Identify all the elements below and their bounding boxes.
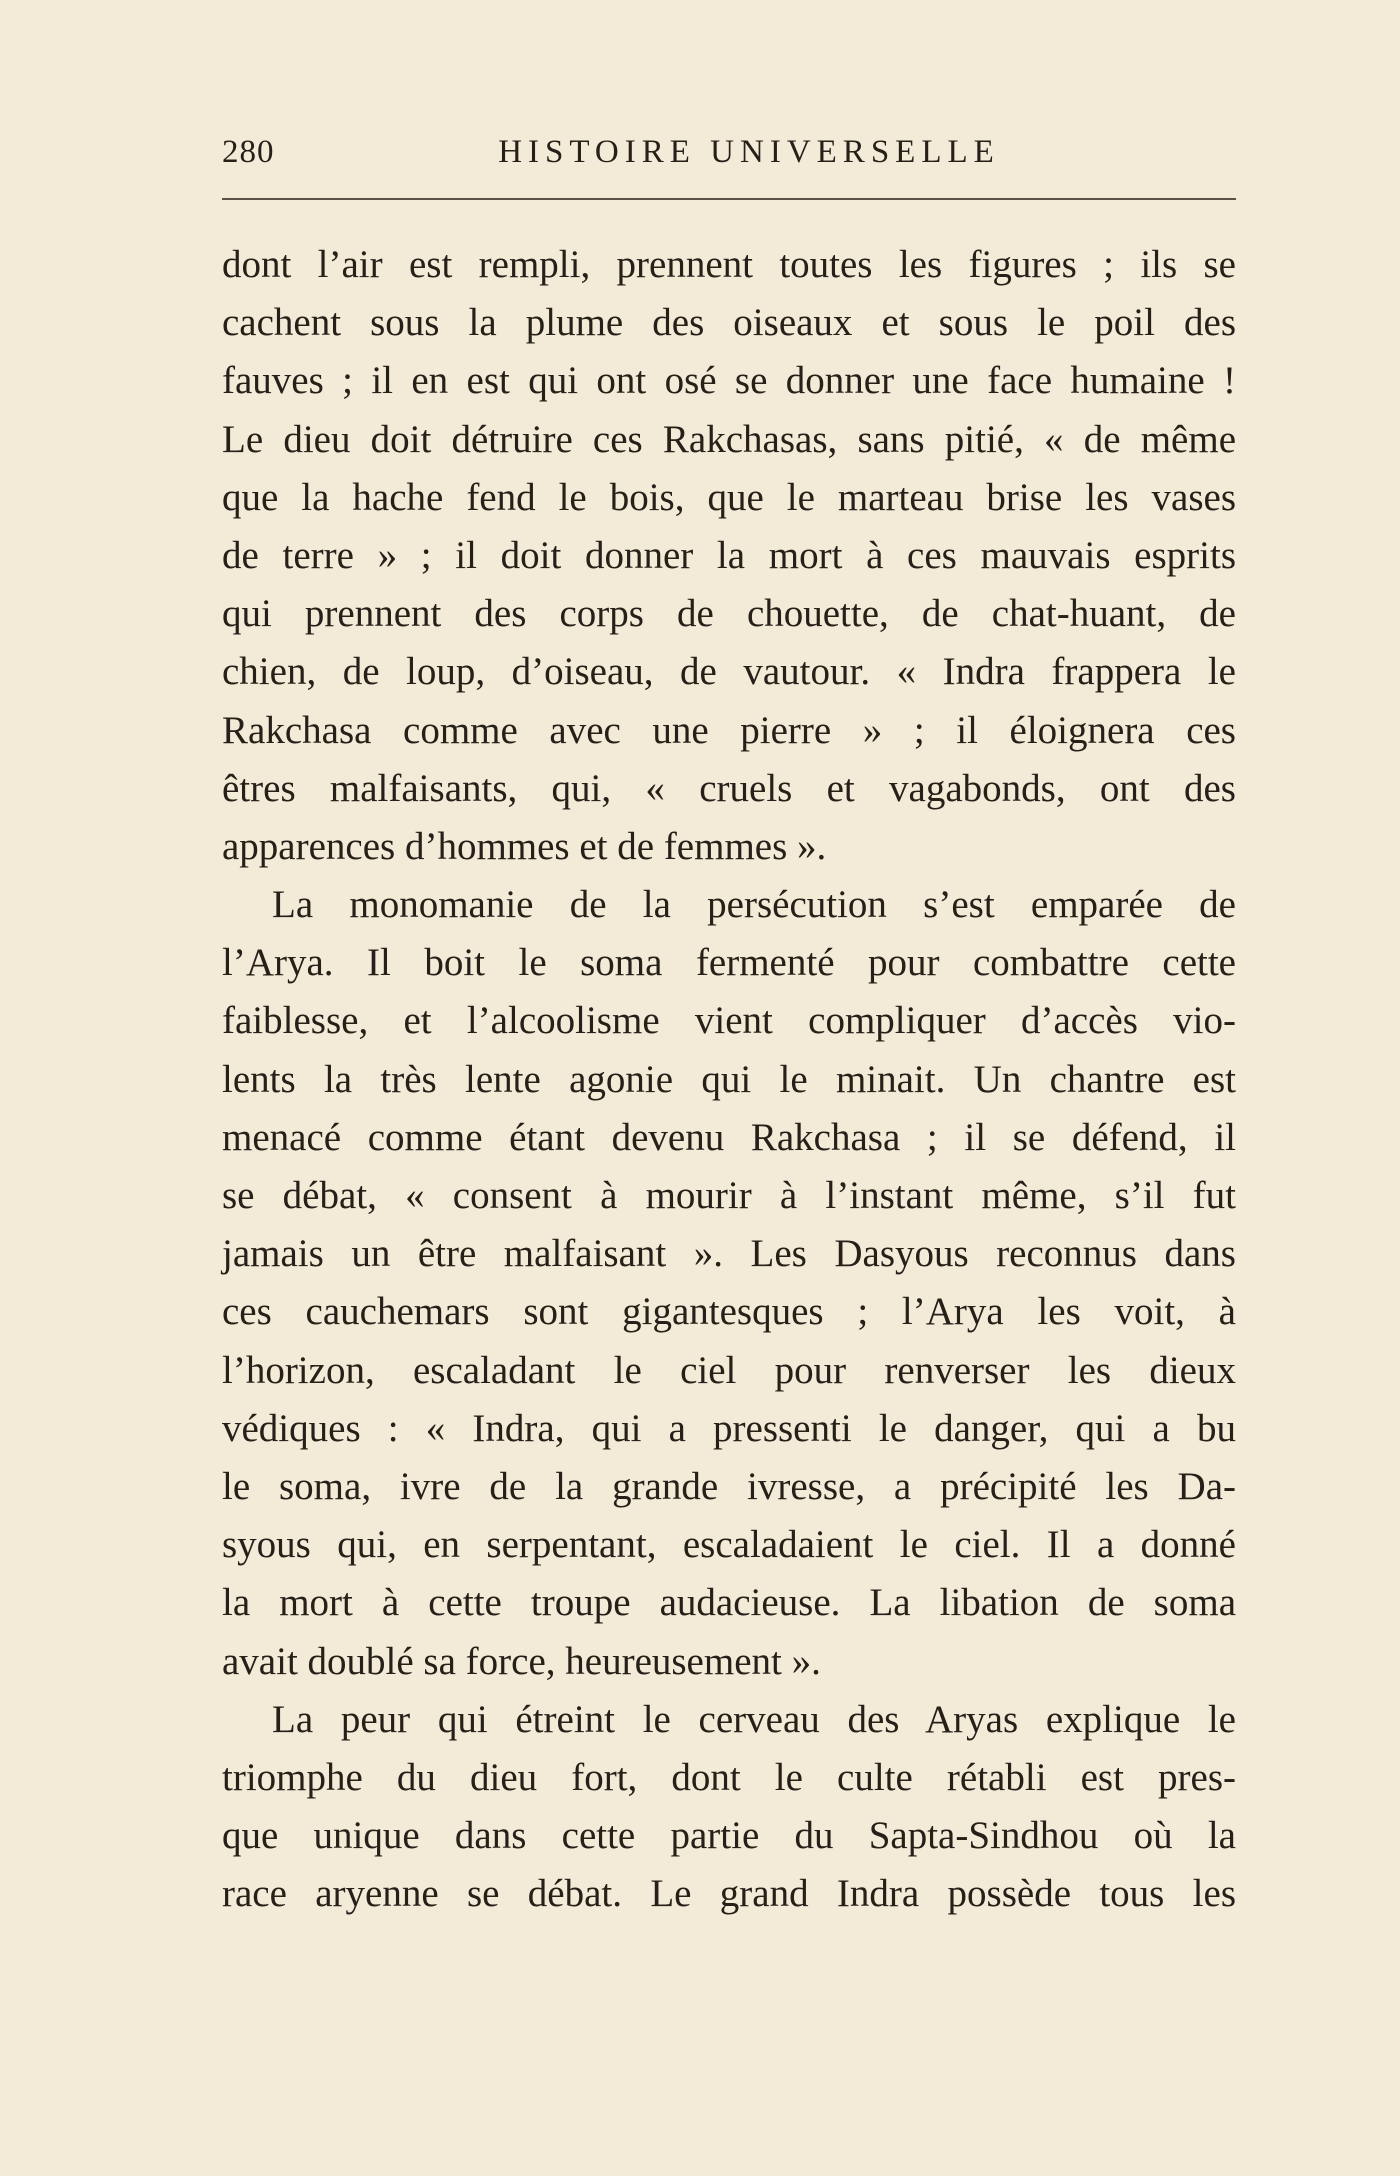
text-line: le soma, ivre de la grande ivresse, a précipité les Da- bbox=[222, 1464, 1236, 1508]
text-line: avait doublé sa force, heureusement ». bbox=[222, 1639, 821, 1683]
text-line: se débat, « consent à mourir à l’instant même, s’il fut bbox=[222, 1174, 1236, 1217]
text-line: apparences d’hommes et de femmes ». bbox=[222, 824, 827, 868]
text-line: faiblesse, et l’alcoolisme vient compliquer d’accès vio- bbox=[222, 999, 1236, 1043]
paragraph-start-line: La monomanie de la persécution s’est emparée de bbox=[272, 883, 1236, 927]
body-text bbox=[222, 236, 1236, 1923]
text-line: race aryenne se débat. Le grand Indra possède tous les bbox=[222, 1872, 1236, 1916]
text-line: jamais un être malfaisant ». Les Dasyous reconnus dans bbox=[222, 1232, 1236, 1276]
text-line: dont l’air est rempli, prennent toutes les figures ; ils se bbox=[222, 243, 1236, 286]
header-rule bbox=[222, 198, 1236, 200]
text-line: menacé comme étant devenu Rakchasa ; il se défend, il bbox=[222, 1115, 1236, 1159]
text-line: ces cauchemars sont gigantesques ; l’Arya les voit, à bbox=[222, 1290, 1236, 1334]
text-line: védiques : « Indra, qui a pressenti le danger, qui a bu bbox=[222, 1406, 1236, 1450]
running-title: HISTOIRE UNIVERSELLE bbox=[498, 134, 1000, 170]
text-line: l’horizon, escaladant le ciel pour renverser les dieux bbox=[222, 1348, 1236, 1392]
text-line: Rakchasa comme avec une pierre » ; il éloignera ces bbox=[222, 708, 1236, 752]
text-line: syous qui, en serpentant, escaladaient le ciel. Il a donné bbox=[222, 1523, 1236, 1567]
text-line: chien, de loup, d’oiseau, de vautour. « Indra frappera le bbox=[222, 650, 1236, 694]
text-line: de terre » ; il doit donner la mort à ces mauvais esprits bbox=[222, 533, 1236, 577]
text-line: lents la très lente agonie qui le minait. Un chantre est bbox=[222, 1057, 1236, 1101]
text-line: triomphe du dieu fort, dont le culte rétabli est pres- bbox=[222, 1755, 1236, 1799]
text-line: cachent sous la plume des oiseaux et sous le poil des bbox=[222, 301, 1236, 345]
text-line: qui prennent des corps de chouette, de chat-huant, de bbox=[222, 592, 1236, 636]
text-line: que la hache fend le bois, que le marteau brise les vases bbox=[222, 475, 1236, 519]
text-line: l’Arya. Il boit le soma fermenté pour combattre cette bbox=[222, 941, 1236, 985]
text-line: la mort à cette troupe audacieuse. La libation de soma bbox=[222, 1581, 1236, 1625]
paragraph-start-line: La peur qui étreint le cerveau des Aryas explique le bbox=[272, 1697, 1236, 1741]
text-line: Le dieu doit détruire ces Rakchasas, sans pitié, « de même bbox=[222, 417, 1236, 461]
text-line: que unique dans cette partie du Sapta-Sindhou où la bbox=[222, 1814, 1236, 1858]
page-number: 280 bbox=[222, 134, 275, 170]
page-header bbox=[222, 130, 1236, 180]
text-line: fauves ; il en est qui ont osé se donner une face humaine ! bbox=[222, 359, 1236, 403]
text-line: êtres malfaisants, qui, « cruels et vagabonds, ont des bbox=[222, 766, 1236, 810]
